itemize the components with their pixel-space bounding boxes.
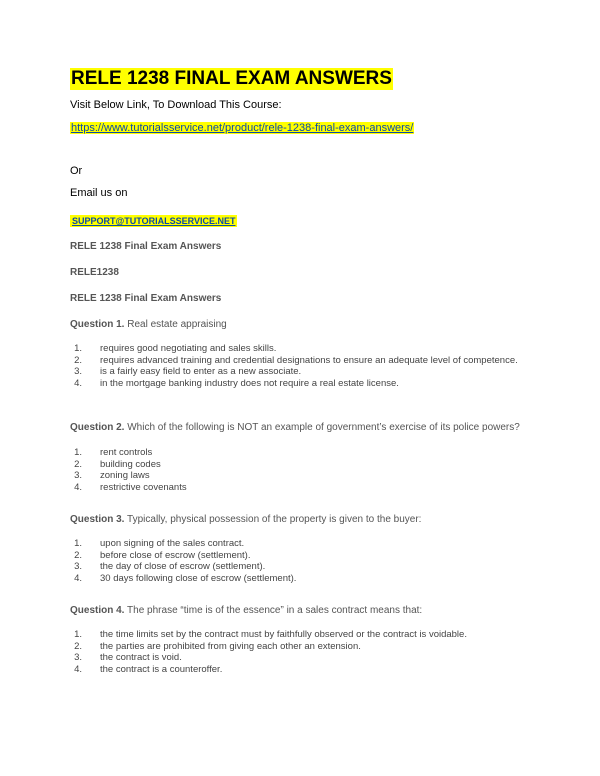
email-text: Email us on xyxy=(70,187,128,199)
answer-item: 4. restrictive covenants xyxy=(74,481,187,493)
question-1-text: Real estate appraising xyxy=(124,319,227,330)
heading-3: RELE 1238 Final Exam Answers xyxy=(70,293,222,304)
question-2 xyxy=(70,422,520,433)
support-email-link[interactable]: SUPPORT@TUTORIALSSERVICE.NET xyxy=(72,216,236,226)
page-title: RELE 1238 FINAL EXAM ANSWERS xyxy=(71,68,392,89)
answer-item: 2. the parties are prohibited from giving each other an extension. xyxy=(74,640,361,652)
answer-item: 3. the day of close of escrow (settlement). xyxy=(74,561,266,572)
question-4-text: The phrase “time is of the essence” in a sales contract means that: xyxy=(124,605,423,616)
answer-item: 3. is a fairly easy field to enter as a new associate. xyxy=(74,366,302,377)
course-link-wrapper xyxy=(70,121,414,135)
answer-item: 2. requires advanced training and credential designations to ensure an adequate level of competence. xyxy=(74,354,518,366)
answer-item: 1. requires good negotiating and sales skills. xyxy=(74,343,277,354)
question-2-answers xyxy=(70,447,540,493)
support-email-wrapper xyxy=(70,211,237,229)
answer-item: 3. the contract is void. xyxy=(74,652,182,663)
answer-item: 2. before close of escrow (settlement). xyxy=(74,549,251,561)
heading-1: RELE 1238 Final Exam Answers xyxy=(70,241,222,252)
heading-2: RELE1238 xyxy=(70,267,119,278)
answer-item: 3. zoning laws xyxy=(74,470,150,481)
question-4-label: Question 4. xyxy=(70,605,125,616)
question-3 xyxy=(70,514,421,525)
question-3-text: Typically, physical possession of the property is given to the buyer: xyxy=(124,514,422,525)
course-link[interactable]: https://www.tutorialsservice.net/product/rele-1238-final-exam-answers/ xyxy=(71,122,414,134)
question-4 xyxy=(70,605,422,616)
answer-item: 4. 30 days following close of escrow (settlement). xyxy=(74,572,297,584)
question-3-label: Question 3. xyxy=(70,514,125,525)
question-2-label: Question 2. xyxy=(70,422,125,433)
question-1-label: Question 1. xyxy=(70,319,125,330)
answer-item: 4. the contract is a counteroffer. xyxy=(74,663,223,675)
or-text: Or xyxy=(70,165,83,177)
answer-item: 1. rent controls xyxy=(74,447,153,458)
question-4-answers xyxy=(70,629,540,675)
question-1 xyxy=(70,319,227,330)
answer-item: 4. in the mortgage banking industry does not require a real estate license. xyxy=(74,377,399,389)
answer-item: 1. the time limits set by the contract must by faithfully observed or the contract is voidable. xyxy=(74,629,467,640)
visit-text: Visit Below Link, To Download This Course: xyxy=(70,99,282,111)
question-3-answers xyxy=(70,538,540,584)
question-2-text: Which of the following is NOT an example of government’s exercise of its police powers? xyxy=(124,422,520,433)
question-1-answers xyxy=(70,343,540,389)
answer-item: 2. building codes xyxy=(74,458,161,470)
answer-item: 1. upon signing of the sales contract. xyxy=(74,538,245,549)
